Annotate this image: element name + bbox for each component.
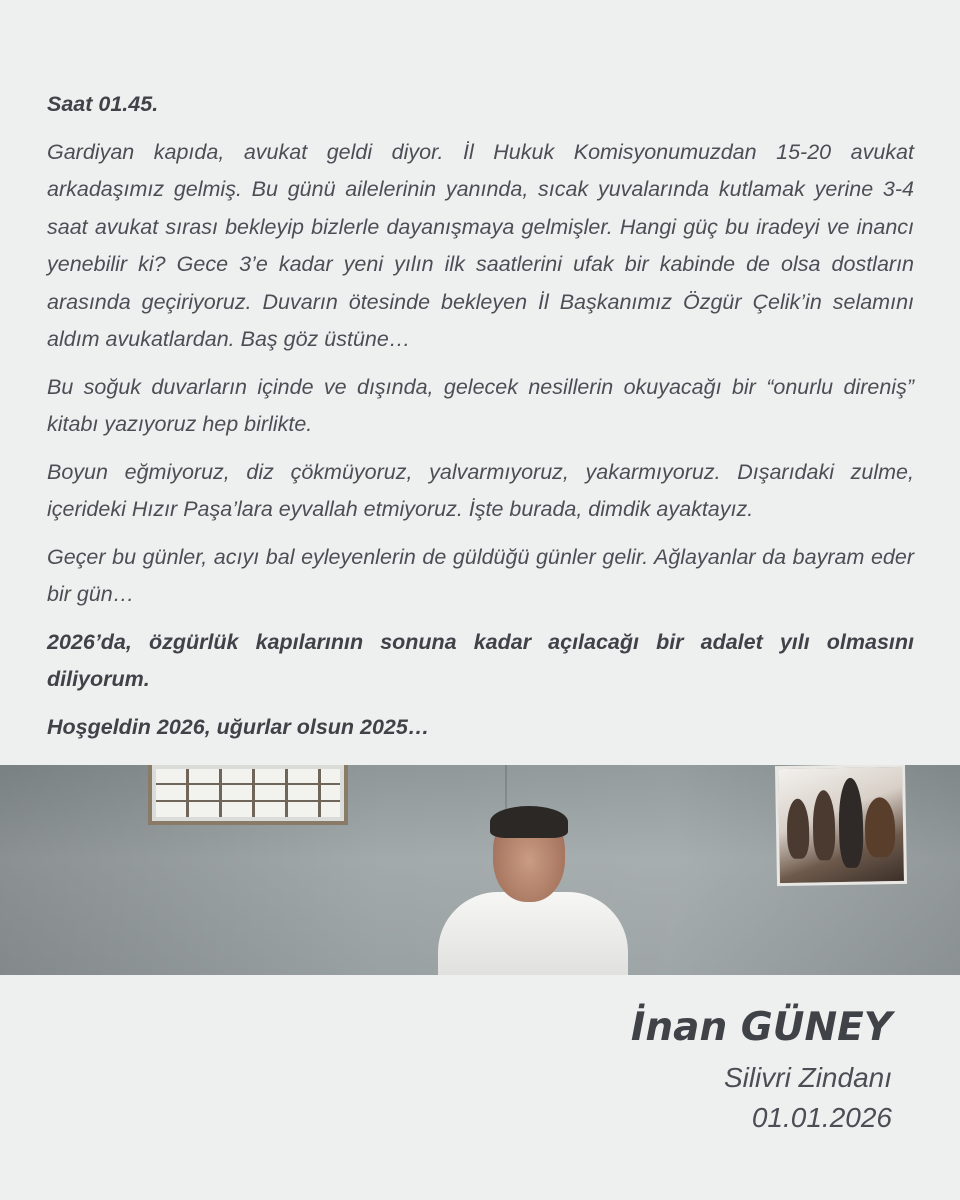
letter-paragraph: Geçer bu günler, acıyı bal eyleyenlerin de güldüğü günler gelir. Ağlayanlar da bayram eder bir gün… <box>47 544 914 606</box>
signature-block <box>631 1003 892 1138</box>
letter-body <box>47 86 914 756</box>
letter-time: Saat 01.45. <box>47 92 159 116</box>
photo-figure <box>812 790 835 860</box>
window-bars <box>156 769 340 817</box>
author-name: İnan GÜNEY <box>630 1005 892 1050</box>
letter-paragraph: Gardiyan kapıda, avukat geldi diyor. İl Hukuk Komisyonumuzdan 15-20 avukat arkadaşımız gelmiş. Bu günü ailelerinin yanında, sıcak yuvalarında kutlamak yerine 3-4 saat avukat sırası bekleyip bizlerle dayanışmaya gelmişler. Hangi güç bu iradeyi ve inancı yenebilir ki? Gece 3’e kadar yeni yılın ilk saatlerini ufak bir kabinde de olsa dostların arasında geçiriyoruz. Duvarın ötesinde bekleyen İl Başkanımız Özgür Çelik’in selamını aldım avukatlardan. Baş göz üstüne… <box>47 139 914 351</box>
family-photo <box>775 765 907 886</box>
prison-cell-photo <box>0 765 960 975</box>
white-shirt <box>438 892 628 975</box>
photo-figure <box>838 778 864 868</box>
letter-closing: Hoşgeldin 2026, uğurlar olsun 2025… <box>47 714 430 739</box>
hair <box>490 806 568 838</box>
barred-window <box>148 765 348 825</box>
photo-figure <box>787 799 810 859</box>
portrait-man <box>438 810 628 975</box>
letter-wish: 2026’da, özgürlük kapılarının sonuna kadar açılacağı bir adalet yılı olmasını diliyorum. <box>47 629 914 691</box>
author-location: Silivri Zindanı <box>723 1062 892 1093</box>
letter-paragraph: Bu soğuk duvarların içinde ve dışında, gelecek nesillerin okuyacağı bir “onurlu direniş” kitabı yazıyoruz hep birlikte. <box>47 374 914 436</box>
letter-paragraph: Boyun eğmiyoruz, diz çökmüyoruz, yalvarmıyoruz, yakarmıyoruz. Dışarıdaki zulme, içerideki Hızır Paşa’lara eyvallah etmiyoruz. İşte burada, dimdik ayaktayız. <box>47 459 914 521</box>
photo-dog <box>865 797 896 858</box>
letter-date: 01.01.2026 <box>751 1102 892 1133</box>
